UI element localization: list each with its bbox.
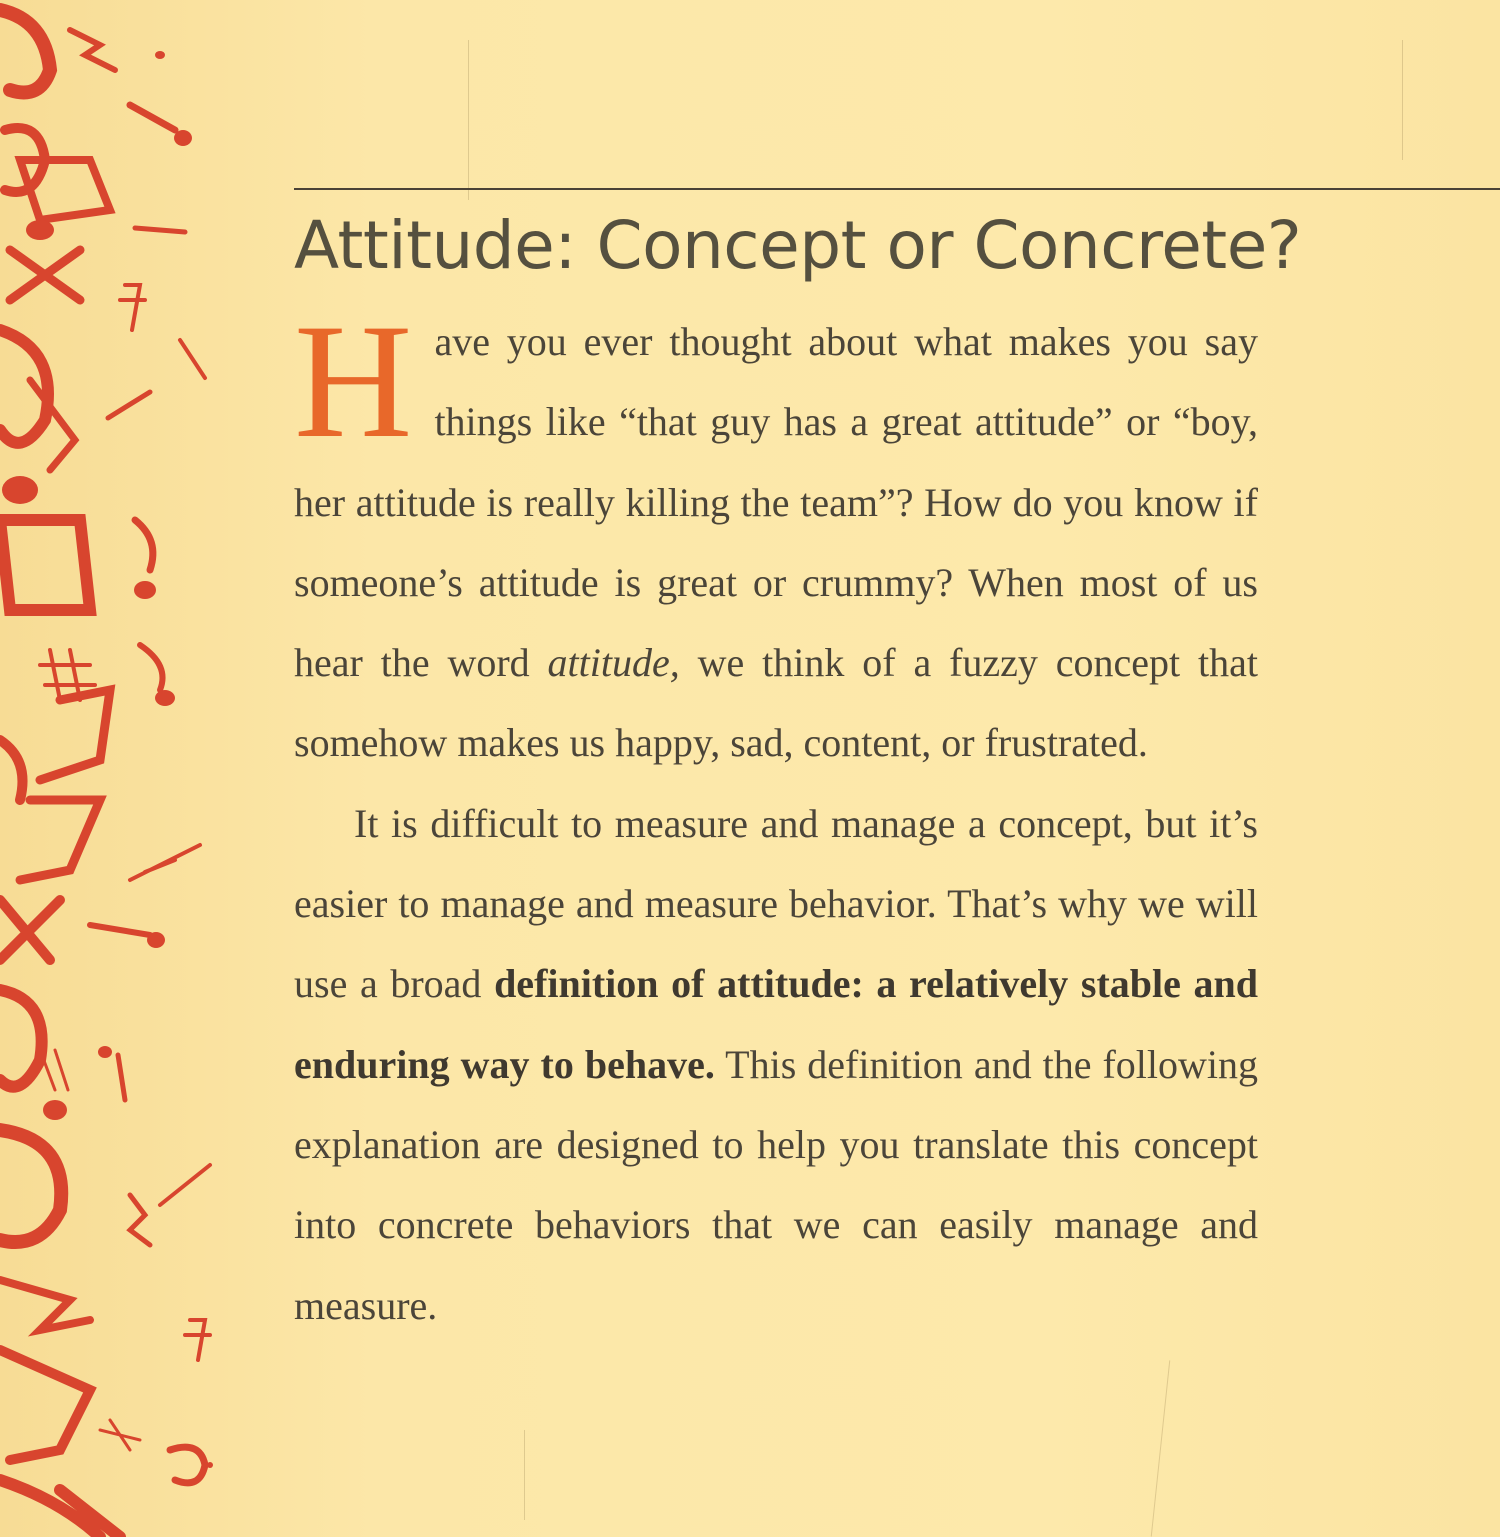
note-head-icon <box>2 476 38 504</box>
note-head-icon <box>98 1046 112 1058</box>
note-head-icon <box>155 690 175 706</box>
beam-icon <box>10 250 80 300</box>
beamed-notes-icon <box>20 800 100 880</box>
paragraph-1 <box>294 291 1258 784</box>
italic-term: attitude, <box>547 640 680 686</box>
natural-sign-icon <box>185 1320 210 1360</box>
note-stem-icon <box>180 340 205 378</box>
beamed-notes-icon <box>40 690 110 780</box>
clef-icon <box>0 990 42 1087</box>
note-stem-icon <box>130 105 175 130</box>
beamed-notes-icon <box>0 520 90 610</box>
page-title: Attitude: Concept or Concrete? <box>294 207 1302 284</box>
note-stem-icon <box>118 1055 125 1100</box>
note-head-icon <box>155 51 165 59</box>
paper-crease <box>1151 1360 1170 1536</box>
rest-icon <box>130 1195 150 1245</box>
beam-icon <box>0 1480 120 1537</box>
note-head-icon <box>26 220 54 240</box>
definition-bold: definition of attitude: a relatively stable and enduring way to behave. <box>294 961 1258 1087</box>
paragraph-2 <box>294 784 1258 1346</box>
beamed-notes-icon <box>0 1350 90 1460</box>
rest-icon <box>70 30 115 70</box>
article-body <box>294 291 1259 1346</box>
paragraph-2-text-end: This definition and the following explanation are designed to help you translate this concept into concrete behaviors that we can easily manage and measure. <box>294 1041 1259 1328</box>
paper-crease <box>468 40 469 200</box>
clef-curl-icon <box>0 740 23 800</box>
clef-icon <box>0 330 48 443</box>
beamed-notes-icon <box>20 160 110 220</box>
note-stem-icon <box>108 392 150 418</box>
drop-cap: H <box>294 291 413 472</box>
note-head-icon <box>43 1100 67 1120</box>
paragraph-1-text-end: we think of a fuzzy concept that somehow makes us happy, sad, content, or frustrated. <box>294 640 1258 766</box>
paragraph-2-text: It is difficult to measure and manage a concept, but it’s easier to manage and measure behavior. That’s why we will use a broad <box>294 800 1258 1007</box>
natural-sign-icon <box>100 1420 140 1450</box>
note-stem-icon <box>90 925 150 935</box>
note-head-icon <box>174 130 192 146</box>
clef-dot-icon <box>207 1462 213 1468</box>
note-stem-icon <box>160 1165 210 1205</box>
beam-icon <box>0 900 60 960</box>
note-flag-icon <box>140 645 163 690</box>
clef-curl-icon <box>0 10 50 93</box>
note-head-icon <box>134 581 156 599</box>
beam-icon <box>130 845 200 880</box>
note-flag-icon <box>0 1280 90 1330</box>
paragraph-1-text: ave you ever thought about what makes you say things like “that guy has a great attitude” or “boy, her attitude is really killing the team”? How do you know if someone’s attitude is great or crummy? When most of us hear the word <box>294 319 1258 686</box>
paper-crease <box>524 1430 525 1520</box>
music-notes-border <box>0 0 230 1537</box>
natural-sign-icon <box>120 285 145 330</box>
note-stem-icon <box>135 228 185 232</box>
paper-crease <box>1402 40 1403 160</box>
bass-clef-icon <box>170 1447 205 1483</box>
note-flag-icon <box>135 520 153 570</box>
heading-rule <box>294 188 1500 190</box>
clef-icon <box>0 1130 61 1242</box>
note-head-icon <box>147 932 165 948</box>
